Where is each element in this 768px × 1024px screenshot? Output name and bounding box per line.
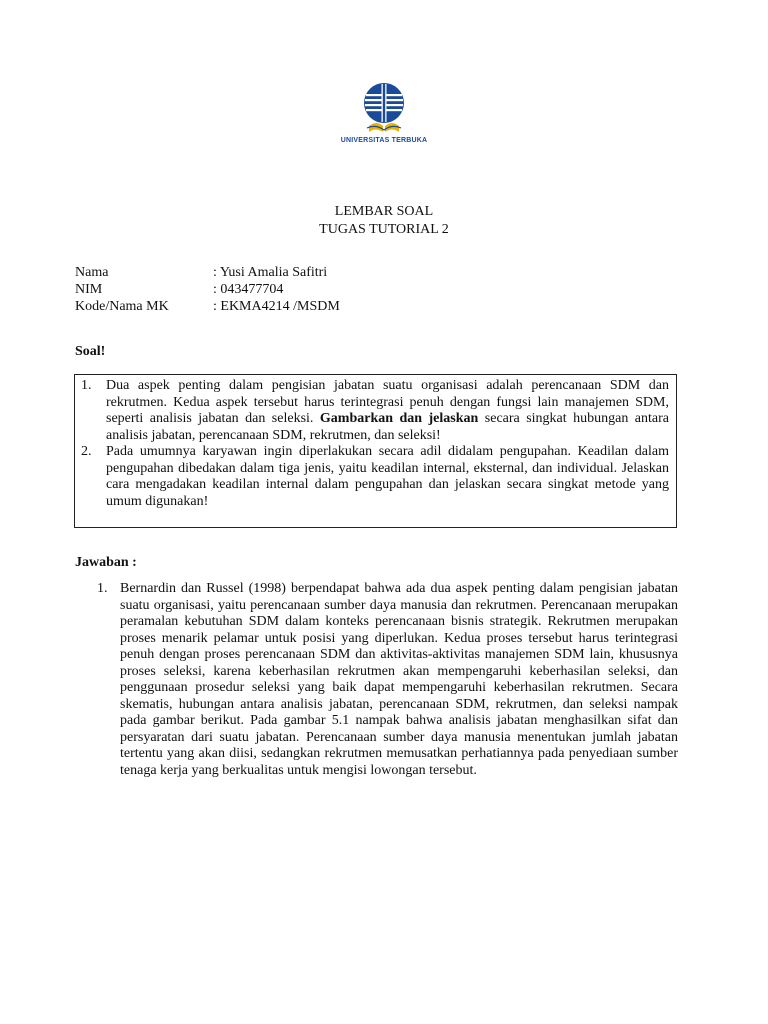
identity-label: NIM xyxy=(75,282,103,297)
identity-label: Nama xyxy=(75,265,109,280)
jawaban-heading: Jawaban : xyxy=(75,555,137,570)
question-item xyxy=(81,378,669,444)
question-text xyxy=(106,444,669,510)
question-number: 1. xyxy=(81,378,92,393)
title-line-2: TUGAS TUTORIAL 2 xyxy=(319,222,449,237)
answer-item xyxy=(97,581,678,779)
question-item xyxy=(81,444,669,510)
identity-value: : 043477704 xyxy=(213,282,284,297)
ut-emblem-icon xyxy=(361,82,407,136)
identity-value: : EKMA4214 /MSDM xyxy=(213,299,340,314)
question-text xyxy=(106,378,669,444)
logo-text: UNIVERSITAS TERBUKA xyxy=(340,137,428,144)
identity-value: : Yusi Amalia Safitri xyxy=(213,265,328,280)
identity-row-nim xyxy=(75,281,340,298)
soal-heading: Soal! xyxy=(75,344,106,359)
question-text-part: secara singkat hubungan antara analisis jabatan, perencanaan SDM, rekrutmen, dan seleksi! xyxy=(106,411,669,443)
question-bold-text: Gambarkan dan jelaskan xyxy=(319,411,479,426)
answer-text: Bernardin dan Russel (1998) berpendapat bahwa ada dua aspek penting dalam pengisian jabatan suatu organisasi, yaitu perencanaan sumber daya manusia dan rekrutmen. Perencanaan merupakan peramalan kebutuhan SDM dalam konteks perencanaan bisnis strategik. Rekrutmen merupakan proses menarik pelamar untuk posisi yang diperlukan. Kedua proses tersebut harus terintegrasi penuh dengan proses perencanaan SDM dan aktivitas-aktivitas manajemen SDM lain, khususnya proses seleksi, karena keberhasilan rekrutmen akan mempengaruhi keberhasilan seleksi, dan penggunaan prosedur seleksi yang baik dapat mempengaruhi keberhasilan rekrutmen. Secara skematis, hubungan antara analisis jabatan, perencanaan SDM, rekrutmen, dan seleksi nampak pada gambar berikut. Pada gambar 5.1 nampak bahwa analisis jabatan menghasilkan sifat dan persyaratan dari suatu jabatan. Perencanaan sumber daya manusia menentukan jumlah jabatan tertentu yang akan diisi, sedangkan rekrutmen memusatkan perhatiannya pada penyediaan sumber tenaga kerja yang berkualitas untuk mengisi lowongan tersebut. xyxy=(120,581,678,778)
identity-block xyxy=(75,264,340,315)
question-text-part: Dua aspek penting dalam pengisian jabatan suatu organisasi adalah perencanaan SDM dan rekrutmen. Kedua aspek tersebut harus terintegrasi penuh dengan fungsi lain manajemen SDM, seperti analisis jabatan dan seleksi. xyxy=(106,378,669,426)
identity-row-course xyxy=(75,298,340,315)
title-line-1: LEMBAR SOAL xyxy=(334,204,434,219)
question-box xyxy=(74,374,677,528)
question-number: 2. xyxy=(81,444,92,459)
identity-row-name xyxy=(75,264,340,281)
university-logo xyxy=(300,82,468,144)
identity-label: Kode/Nama MK xyxy=(75,299,169,314)
answer-number: 1. xyxy=(97,581,108,596)
document-title xyxy=(0,203,768,239)
question-text-part: Pada umumnya karyawan ingin diperlakukan secara adil didalam pengupahan. Keadilan dalam pengupahan dibedakan dalam tiga jenis, yaitu keadilan internal, eksternal, dan individual. Jelaskan cara mengadakan keadilan internal dalam pengupahan dan jelaskan secara singkat metode yang umum digunakan! xyxy=(106,444,669,509)
